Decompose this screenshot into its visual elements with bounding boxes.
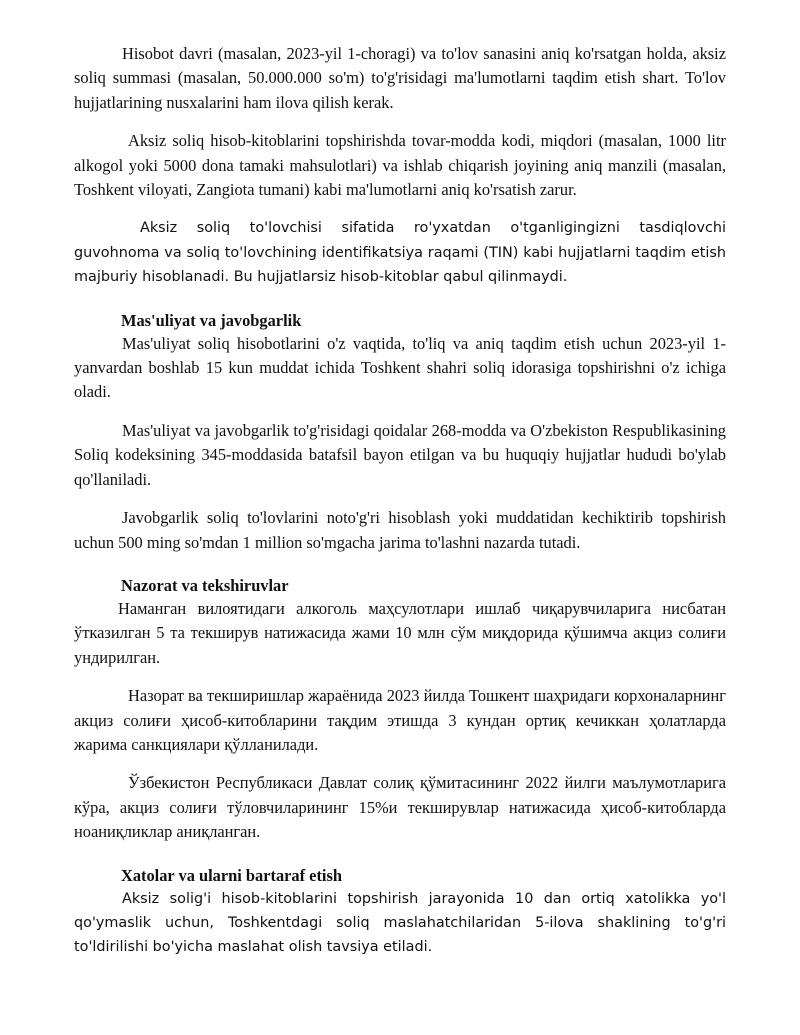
heading-errors: Xatolar va ularni bartaraf etish	[121, 865, 342, 885]
paragraph-responsibility-deadline: Mas'uliyat soliq hisobotlarini o'z vaqtida, to'liq va aniq taqdim etish uchun 2023-yil 1-yanvardan boshlab 15 kun muddat ichida Toshkent shahri soliq idorasiga topshirishni o'z ichiga oladi.	[74, 333, 726, 402]
paragraph-responsibility-rules: Mas'uliyat va javobgarlik to'g'risidagi qoidalar 268-modda va O'zbekiston Respublikasining Soliq kodeksining 345-moddasida batafsil bayon etilgan va bu huquqiy hujjatlar hududi bo'ylab qo'llaniladi.	[74, 420, 726, 489]
paragraph-error-advice: Aksiz solig'i hisob-kitoblarini topshirish jarayonida 10 dan ortiq xatolikka yo'l qo'ymaslik uchun, Toshkentdagi soliq maslahatchilaridan 5-ilova shaklining to'g'ri to'ldirilishi bo'yicha maslahat olish tavsiya etiladi.	[74, 890, 726, 956]
heading-control: Nazorat va tekshiruvlar	[121, 575, 289, 595]
paragraph-reporting-period: Hisobot davri (masalan, 2023-yil 1-choragi) va to'lov sanasini aniq ko'rsatgan holda, aksiz soliq summasi (masalan, 50.000.000 so'm) to'g'risidagi ma'lumotlarni taqdim etish shart. To'lov hujjatlarining nusxalarini ham ilova qilish kerak.	[74, 44, 726, 112]
paragraph-required-documents: Aksiz soliq to'lovchisi sifatida ro'yxatdan o'tganligingizni tasdiqlovchi guvohnoma va soliq to'lovchining identifikatsiya raqami (TIN) kabi hujjatlarni taqdim etish majburiy hisoblanadi. Bu hujjatlarsiz hisob-kitoblar qabul qilinmaydi.	[74, 220, 726, 286]
paragraph-namangan-inspections: Наманган вилоятидаги алкоголь маҳсулотлари ишлаб чиқарувчиларига нисбатан ўтказилган 5 та текширув натижасида жами 10 млн сўм миқдорида қўшимча акциз солиғи ундирилган.	[74, 598, 726, 667]
document-page	[74, 42, 726, 960]
heading-responsibility: Mas'uliyat va javobgarlik	[121, 310, 302, 330]
paragraph-tax-committee-data: Ўзбекистон Республикаси Давлат солиқ қўмитасининг 2022 йилги маълумотларига кўра, акциз солиғи тўловчиларининг 15%и текширувлар натижасида ҳисоб-китобларда ноаниқликлар аниқланган.	[74, 773, 726, 842]
paragraph-penalties: Javobgarlik soliq to'lovlarini noto'g'ri hisoblash yoki muddatidan kechiktirib topshirish uchun 500 ming so'mdan 1 million so'mgacha jarima to'lashni nazarda tutadi.	[74, 508, 726, 552]
paragraph-calculation-details: Aksiz soliq hisob-kitoblarini topshirishda tovar-modda kodi, miqdori (masalan, 1000 litr alkogol yoki 5000 dona tamaki mahsulotlari) va ishlab chiqarish joyining aniq manzili (masalan, Toshkent viloyati, Zangiota tumani) kabi ma'lumotlarni aniq ko'rsatish zarur.	[74, 131, 726, 200]
paragraph-tashkent-sanctions: Назорат ва текширишлар жараёнида 2023 йилда Тошкент шаҳридаги корхоналарнинг акциз солиғи ҳисоб-китобларини тақдим этишда 3 кундан ортиқ кечиккан ҳолатларда жарима санкциялари қўлланилади.	[74, 686, 726, 754]
